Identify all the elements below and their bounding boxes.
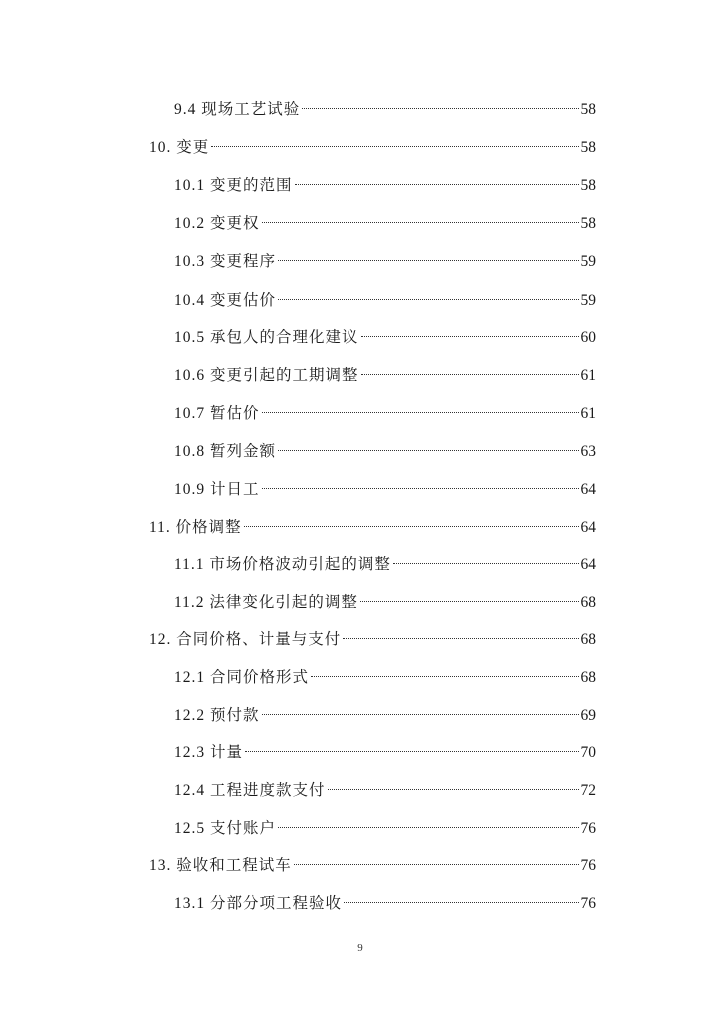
toc-dot-leader (278, 813, 579, 833)
toc-entry[interactable] (174, 888, 596, 914)
toc-entry[interactable] (174, 170, 596, 196)
toc-dot-leader (302, 94, 579, 114)
toc-dot-leader (278, 285, 579, 305)
toc-entry[interactable] (174, 587, 596, 613)
toc-entry-title: 10.2 变更权 (174, 215, 260, 232)
toc-entry[interactable] (174, 285, 596, 311)
toc-entry[interactable] (174, 662, 596, 688)
toc-dot-leader (211, 132, 579, 152)
toc-entry[interactable] (174, 436, 596, 462)
toc-entry[interactable] (174, 474, 596, 500)
toc-entry-title: 10. 变更 (149, 139, 210, 156)
toc-entry-page: 68 (580, 631, 596, 648)
toc-dot-leader (393, 549, 579, 569)
toc-entry-page: 68 (580, 669, 596, 686)
toc-dot-leader (294, 850, 579, 870)
toc-entry-page: 76 (580, 820, 596, 837)
toc-entry-title: 10.8 暂列金额 (174, 443, 277, 460)
toc-entry-page: 72 (580, 782, 596, 799)
toc-entry[interactable] (174, 775, 596, 801)
toc-entry-page: 58 (580, 177, 596, 194)
toc-entry-page: 61 (580, 367, 596, 384)
toc-entry-page: 59 (580, 292, 596, 309)
toc-dot-leader (245, 737, 579, 757)
toc-dot-leader (361, 322, 579, 342)
toc-entry-title: 10.4 变更估价 (174, 292, 277, 309)
toc-entry-title: 12.3 计量 (174, 744, 244, 761)
toc-entry-title: 10.1 变更的范围 (174, 177, 293, 194)
toc-entry-title: 11. 价格调整 (149, 519, 242, 536)
toc-entry-title: 10.3 变更程序 (174, 253, 277, 270)
toc-entry-page: 76 (580, 895, 596, 912)
toc-entry-page: 64 (580, 481, 596, 498)
toc-dot-leader (328, 775, 579, 795)
toc-dot-leader (278, 436, 579, 456)
toc-dot-leader (262, 208, 579, 228)
toc-entry-title: 10.5 承包人的合理化建议 (174, 329, 359, 346)
toc-entry-page: 59 (580, 253, 596, 270)
toc-entry-title: 12.5 支付账户 (174, 820, 277, 837)
toc-entry-title: 10.7 暂估价 (174, 405, 260, 422)
toc-entry-page: 69 (580, 707, 596, 724)
toc-dot-leader (360, 587, 579, 607)
toc-entry-page: 58 (580, 101, 596, 118)
toc-dot-leader (244, 512, 579, 532)
toc-entry[interactable] (149, 132, 596, 158)
toc-entry[interactable] (174, 549, 596, 575)
toc-entry[interactable] (149, 850, 596, 876)
toc-entry-title: 12.2 预付款 (174, 707, 260, 724)
toc-dot-leader (278, 246, 579, 266)
toc-entry-page: 64 (580, 556, 596, 573)
toc-dot-leader (344, 888, 579, 908)
toc-dot-leader (262, 700, 579, 720)
toc-entry-page: 76 (580, 857, 596, 874)
toc-dot-leader (311, 662, 579, 682)
toc-entry[interactable] (149, 624, 596, 650)
toc-entry-page: 60 (580, 329, 596, 346)
toc-entry-title: 10.6 变更引起的工期调整 (174, 367, 359, 384)
toc-entry-title: 13.1 分部分项工程验收 (174, 895, 343, 912)
toc-entry-title: 10.9 计日工 (174, 481, 260, 498)
toc-entry-page: 64 (580, 519, 596, 536)
toc-entry[interactable] (174, 398, 596, 424)
toc-entry-page: 70 (580, 744, 596, 761)
toc-entry[interactable] (149, 512, 596, 538)
toc-entry-title: 12. 合同价格、计量与支付 (149, 631, 342, 648)
toc-entry-title: 13. 验收和工程试车 (149, 857, 292, 874)
toc-entry-title: 12.4 工程进度款支付 (174, 782, 326, 799)
toc-entry-page: 58 (580, 139, 596, 156)
toc-dot-leader (262, 474, 579, 494)
toc-entry-title: 11.1 市场价格波动引起的调整 (174, 556, 391, 573)
toc-entry-title: 12.1 合同价格形式 (174, 669, 310, 686)
toc-dot-leader (343, 624, 579, 644)
toc-entry[interactable] (174, 246, 596, 272)
toc-entry[interactable] (174, 322, 596, 348)
toc-entry[interactable] (174, 813, 596, 839)
toc-entry-title: 11.2 法律变化引起的调整 (174, 594, 358, 611)
toc-entry-page: 68 (580, 594, 596, 611)
toc-entry[interactable] (174, 700, 596, 726)
toc-entry[interactable] (174, 94, 596, 120)
toc-entry-page: 61 (580, 405, 596, 422)
toc-entry-page: 63 (580, 443, 596, 460)
toc-entry-title: 9.4 现场工艺试验 (174, 101, 301, 118)
toc-entry-page: 58 (580, 215, 596, 232)
toc-dot-leader (262, 398, 579, 418)
toc-dot-leader (361, 360, 579, 380)
toc-dot-leader (295, 170, 579, 190)
toc-entry[interactable] (174, 208, 596, 234)
toc-entry[interactable] (174, 360, 596, 386)
page-number: 9 (357, 942, 363, 954)
toc-entry[interactable] (174, 737, 596, 763)
